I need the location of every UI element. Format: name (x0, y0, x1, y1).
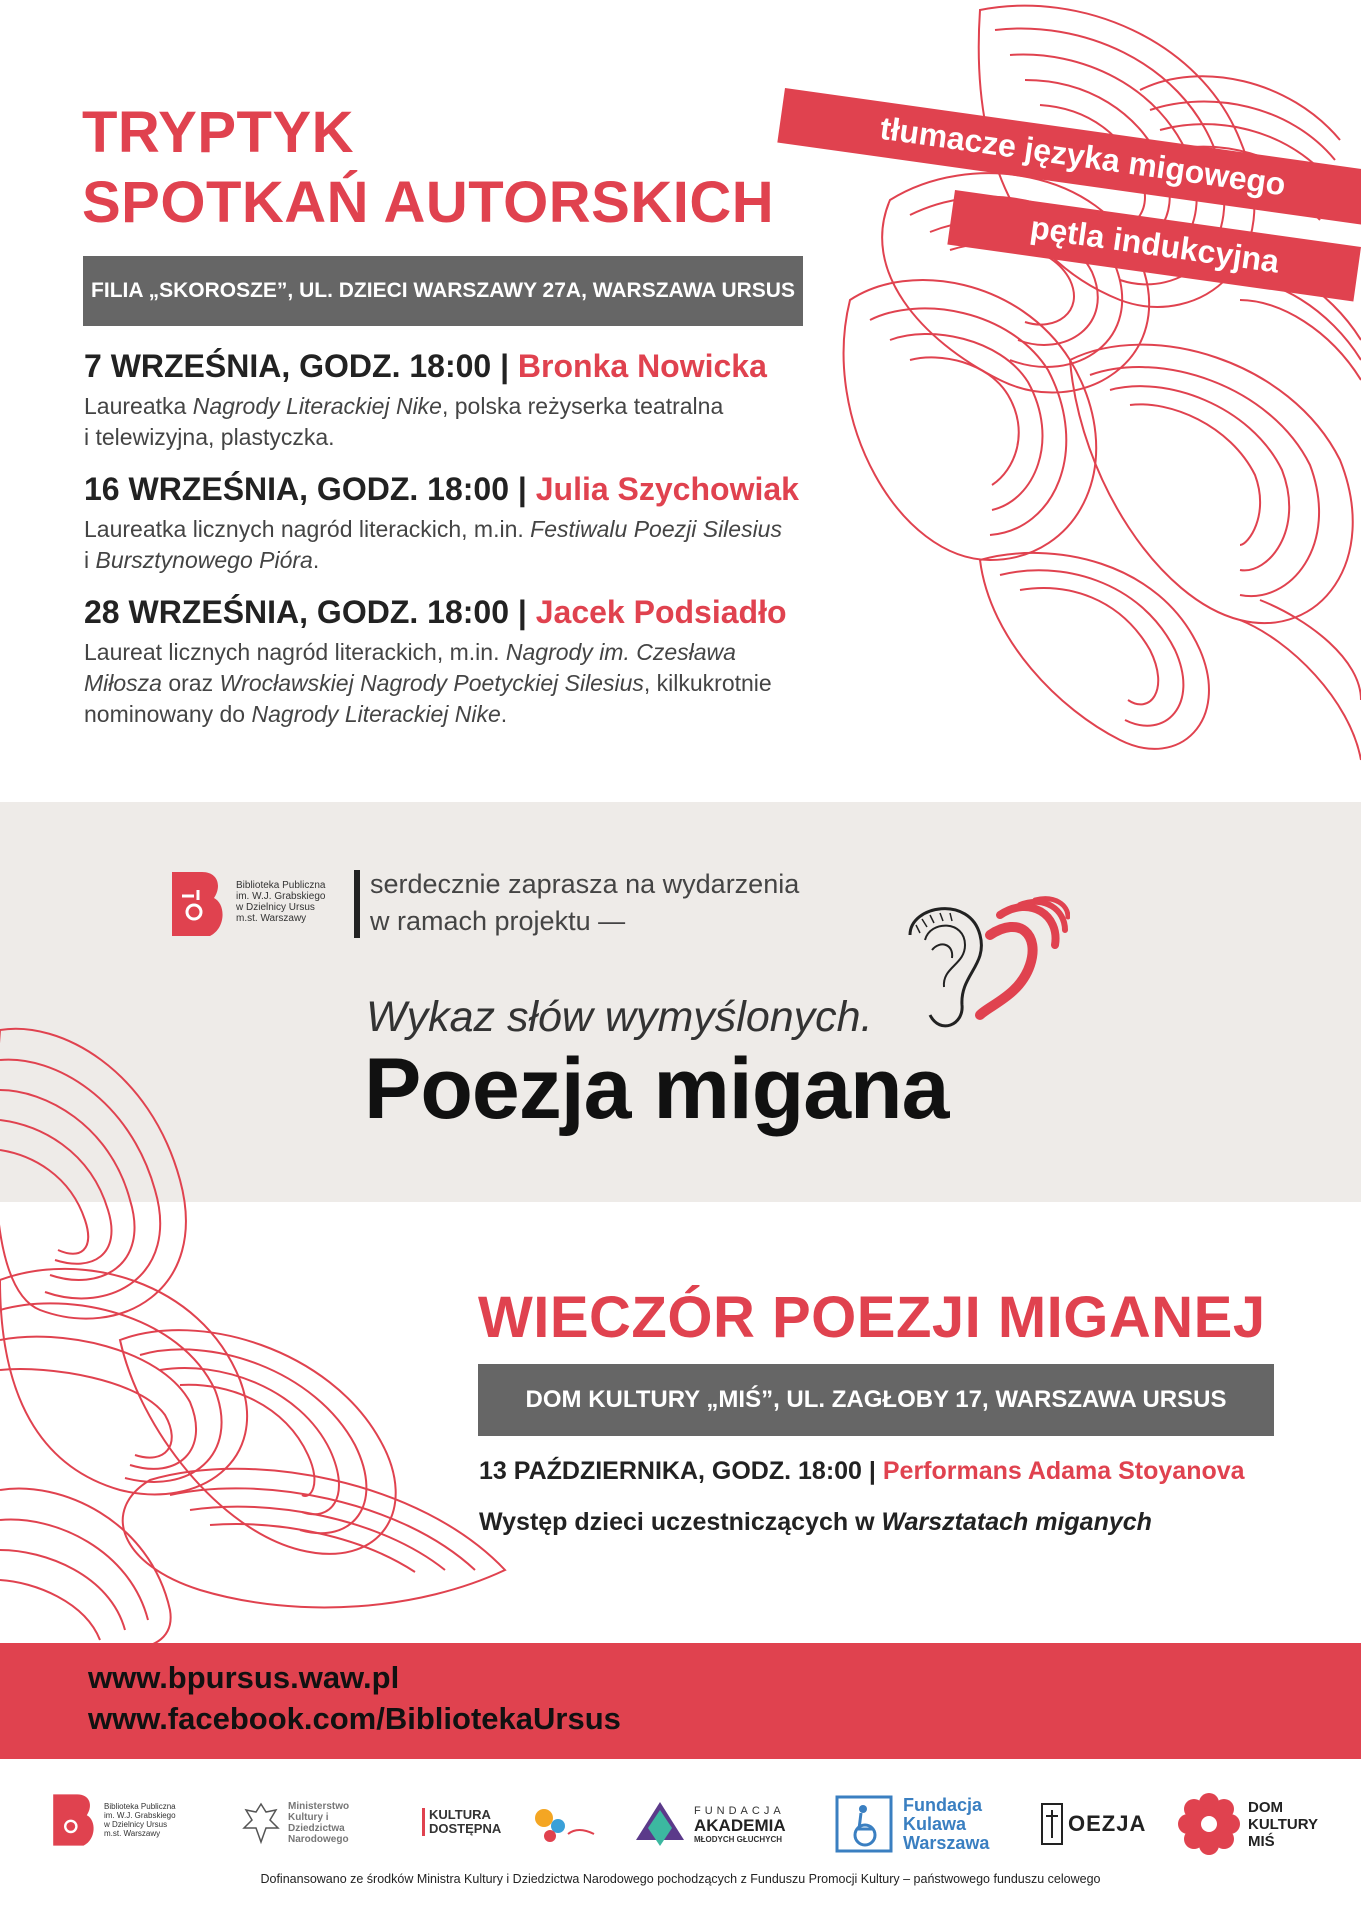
header-title-line1: TRYPTYK (82, 100, 355, 165)
sponsor-library (50, 1790, 176, 1850)
library-small-line2: im. W.J. Grabskiego (104, 1811, 176, 1820)
project-title: Poezja migana (364, 1041, 949, 1137)
sponsor-kulawa-warszawa (835, 1795, 989, 1853)
website-link[interactable]: www.bpursus.waw.pl (88, 1660, 400, 1695)
event-1-desc-a: Laureatka (84, 393, 193, 419)
ministry-text: Ministerstwo Kultury i Dziedzictwa Narodowego (288, 1801, 350, 1845)
event-1 (84, 348, 804, 453)
oezja-text: OEZJA (1068, 1811, 1147, 1836)
event-2-desc-a: Laureatka licznych nagród literackich, m.in. (84, 516, 531, 542)
akademia-sub: MŁODYCH GŁUCHYCH (694, 1834, 782, 1844)
event-2-desc-d: Bursztynowego Pióra (95, 547, 313, 573)
event-3-desc-e: Wrocławskiej Nagrody Poetyckiej Silesius (219, 670, 644, 696)
header-title-line2: SPOTKAŃ AUTORSKICH (82, 170, 775, 235)
event-3-desc-f: , kilkukrotnie (643, 670, 772, 696)
invite-divider (354, 870, 360, 938)
dom-kultury-flower-icon (1178, 1793, 1240, 1855)
invite-text (370, 866, 799, 940)
event-3-author: Jacek Podsiadło (535, 594, 787, 630)
funding-footnote: Dofinansowano ze środków Ministra Kultury i Dziedzictwa Narodowego pochodzących z Funduszu Promocji Kultury – państwowego funduszu celowego (260, 1872, 1101, 1886)
sponsor-ministry (240, 1800, 360, 1846)
event-3-date: 28 WRZEŚNIA, GODZ. 18:00 (84, 594, 509, 630)
library-logo-line4: m.st. Warszawy (236, 913, 307, 924)
event-1-desc-d: i telewizyjna, plastyczka. (84, 424, 335, 450)
sponsor-akademia (632, 1798, 786, 1850)
venue-bar-top (83, 256, 803, 326)
library-logo-line1: Biblioteka Publiczna (236, 880, 326, 891)
evening-note-a: Występ dzieci uczestniczących w (479, 1508, 882, 1536)
event-2-heading (84, 471, 804, 508)
library-small-line1: Biblioteka Publiczna (104, 1802, 176, 1811)
library-small-logo-text (104, 1802, 176, 1838)
oezja-mark-icon (1040, 1802, 1064, 1846)
dom-line3: MIŚ (1248, 1832, 1275, 1850)
event-3-desc-b: Nagrody im. Czesława (505, 639, 736, 665)
sponsor-colorful (528, 1800, 600, 1850)
event-2-description (84, 514, 804, 576)
library-small-line4: m.st. Warszawy (104, 1829, 161, 1838)
dom-line2: KULTURY (1248, 1815, 1318, 1833)
event-1-sep: | (500, 348, 510, 384)
invite-line1: serdecznie zaprasza na wydarzenia (370, 869, 800, 899)
event-3-desc-d: oraz (161, 670, 220, 696)
library-logo (168, 868, 228, 940)
venue-text-bottom: DOM KULTURY „MIŚ”, UL. ZAGŁOBY 17, WARSZAWA URSUS (525, 1386, 1227, 1413)
library-logo-line3: w Dzielnicy Ursus (236, 902, 315, 913)
event-2-desc-e: . (312, 547, 320, 573)
library-logo-line2: im. W.J. Grabskiego (236, 891, 326, 902)
kulawa-line2: Kulawa (903, 1813, 967, 1834)
kulawa-line3: Warszawa (903, 1832, 990, 1853)
venue-bar-bottom (478, 1364, 1274, 1436)
akademia-name: AKADEMIA (694, 1815, 786, 1835)
event-2-desc-b: Festiwalu Poezji Silesius (530, 516, 782, 542)
library-small-logo-icon (50, 1790, 98, 1850)
evening-note (479, 1508, 1152, 1537)
event-3-desc-a: Laureat licznych nagród literackich, m.in. (84, 639, 506, 665)
tag-sign-language-text: tłumacze języka migowego (877, 109, 1288, 203)
library-logo-icon (168, 868, 228, 940)
event-2-author: Julia Szychowiak (535, 471, 799, 507)
akademia-triangle-icon (632, 1798, 688, 1850)
event-3-heading (84, 594, 804, 631)
library-small-line3: w Dzielnicy Ursus (104, 1820, 168, 1829)
event-3-description (84, 637, 804, 730)
event-3 (84, 594, 804, 730)
sponsor-oezja (1040, 1802, 1146, 1846)
evening-date: 13 PAŹDZIERNIKA, GODZ. 18:00 (479, 1457, 862, 1485)
sponsor-dom-kultury-mis (1178, 1793, 1318, 1855)
kultura-dostepna-text: KULTURA DOSTĘPNA (422, 1808, 489, 1836)
akademia-text (694, 1805, 786, 1844)
event-2 (84, 471, 804, 576)
event-1-desc-c: , polska reżyserka teatralna (441, 393, 724, 419)
event-3-desc-g: nominowany do (84, 701, 252, 727)
evening-performer: Performans Adama Stoyanova (882, 1457, 1245, 1485)
invite-line2: w ramach projektu — (370, 906, 626, 936)
event-3-desc-h: Nagrody Literackiej Nike (251, 701, 501, 727)
library-logo-text (236, 880, 326, 924)
akademia-fundacja-label: FUNDACJA (694, 1804, 785, 1817)
tag-induction-loop-text: pętla indukcyjna (1028, 209, 1282, 280)
dom-line1: DOM (1248, 1798, 1283, 1816)
facebook-link[interactable]: www.facebook.com/BibliotekaUrsus (88, 1701, 621, 1736)
kulawa-line1: Fundacja (903, 1794, 983, 1815)
event-1-author: Bronka Nowicka (517, 348, 767, 384)
event-3-sep: | (517, 594, 527, 630)
event-3-desc-c: Miłosza (84, 670, 162, 696)
wheelchair-icon (835, 1795, 893, 1853)
evening-note-b: Warsztatach miganych (881, 1508, 1152, 1536)
kulawa-text (903, 1796, 989, 1853)
ear-hand-icon (870, 895, 1070, 1055)
evening-heading (479, 1457, 1245, 1486)
project-subtitle: Wykaz słów wymyślonych. (366, 993, 873, 1041)
dom-kultury-text (1248, 1799, 1318, 1850)
event-3-desc-i: . (500, 701, 508, 727)
event-2-desc-c: i (84, 547, 96, 573)
event-1-date: 7 WRZEŚNIA, GODZ. 18:00 (84, 348, 492, 384)
event-1-heading (84, 348, 804, 385)
flower-decoration-bottom (0, 1010, 520, 1650)
event-1-description (84, 391, 804, 453)
event-2-date: 16 WRZEŚNIA, GODZ. 18:00 (84, 471, 509, 507)
eagle-emblem-icon (240, 1800, 282, 1846)
sponsor-kultura-dostepna (422, 1807, 502, 1836)
venue-text-top: FILIA „SKOROSZE”, UL. DZIECI WARSZAWY 27A, WARSZAWA URSUS (91, 279, 795, 302)
event-2-sep: | (517, 471, 527, 507)
event-1-desc-b: Nagrody Literackiej Nike (192, 393, 442, 419)
evening-sep: | (868, 1457, 876, 1485)
evening-title: WIECZÓR POEZJI MIGANEJ (478, 1285, 1266, 1350)
colorful-logo-icon (528, 1800, 600, 1850)
